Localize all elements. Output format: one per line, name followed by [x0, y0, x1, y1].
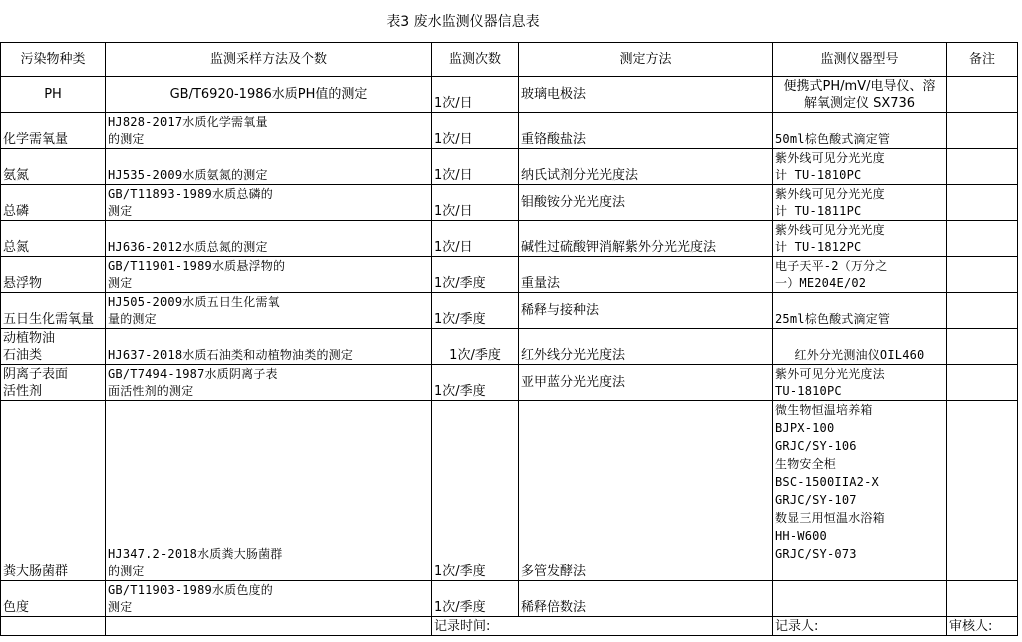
method-cell: HJ535-2009水质氨氮的测定: [106, 149, 432, 185]
table-row: [1, 365, 1018, 401]
method-cell: HJ347.2-2018水质粪大肠菌群 的测定: [106, 401, 432, 581]
pollutant-cell: 总氮: [1, 221, 106, 257]
note-cell: [947, 221, 1018, 257]
test-method-cell: 重铬酸盐法: [519, 113, 773, 149]
test-method-cell: 钼酸铵分光光度法: [519, 185, 773, 221]
table-row: [1, 581, 1018, 617]
note-cell: [947, 365, 1018, 401]
header-test-method: 测定方法: [519, 43, 773, 77]
pollutant-cell: 阴离子表面 活性剂: [1, 365, 106, 401]
header-instrument: 监测仪器型号: [773, 43, 947, 77]
table-title: 表3 废水监测仪器信息表: [386, 14, 540, 30]
frequency-cell: 1次/季度: [432, 581, 519, 617]
frequency-cell: 1次/日: [432, 77, 519, 113]
frequency-cell: 1次/季度: [432, 293, 519, 329]
method-cell: GB/T11893-1989水质总磷的 测定: [106, 185, 432, 221]
header-frequency: 监测次数: [432, 43, 519, 77]
test-method-cell: 稀释与接种法: [519, 293, 773, 329]
footer-row: [1, 617, 1018, 636]
frequency-cell: 1次/季度: [432, 257, 519, 293]
table-row: [1, 113, 1018, 149]
test-method-cell: 玻璃电极法: [519, 77, 773, 113]
instrument-cell: 紫外可见分光光度法 TU-1810PC: [773, 365, 947, 401]
method-cell: GB/T6920-1986水质PH值的测定: [106, 77, 432, 113]
method-cell: HJ637-2018水质石油类和动植物油类的测定: [106, 329, 432, 365]
note-cell: [947, 185, 1018, 221]
test-method-cell: 红外线分光光度法: [519, 329, 773, 365]
instrument-cell: 紫外线可见分光光度 计 TU-1811PC: [773, 185, 947, 221]
table-row: [1, 401, 1018, 581]
pollutant-cell: PH: [1, 77, 106, 113]
note-cell: [947, 401, 1018, 581]
instrument-cell: 微生物恒温培养箱 BJPX-100 GRJC/SY-106 生物安全柜 BSC-1500IIA2-X GRJC/SY-107 数显三用恒温水浴箱 HH-W600 GRJC/SY-073: [773, 401, 947, 581]
header-note: 备注: [947, 43, 1018, 77]
footer-empty-cell: [106, 617, 432, 636]
note-cell: [947, 257, 1018, 293]
method-cell: HJ828-2017水质化学需氧量 的测定: [106, 113, 432, 149]
table-row: [1, 329, 1018, 365]
instrument-cell: 电子天平-2（万分之 一）ME204E/02: [773, 257, 947, 293]
recorder-label: 记录人:: [773, 617, 947, 636]
method-cell: GB/T11901-1989水质悬浮物的 测定: [106, 257, 432, 293]
method-cell: HJ636-2012水质总氮的测定: [106, 221, 432, 257]
table-row: [1, 257, 1018, 293]
table-row: [1, 77, 1018, 113]
test-method-cell: 重量法: [519, 257, 773, 293]
test-method-cell: 多管发酵法: [519, 401, 773, 581]
method-cell: GB/T7494-1987水质阴离子表 面活性剂的测定: [106, 365, 432, 401]
instrument-table: [0, 42, 1018, 636]
test-method-cell: 稀释倍数法: [519, 581, 773, 617]
frequency-cell: 1次/日: [432, 113, 519, 149]
method-cell: HJ505-2009水质五日生化需氧 量的测定: [106, 293, 432, 329]
header-pollutant: 污染物种类: [1, 43, 106, 77]
header-row: [1, 43, 1018, 77]
instrument-cell: [773, 581, 947, 617]
instrument-cell: 紫外线可见分光光度 计 TU-1812PC: [773, 221, 947, 257]
frequency-cell: 1次/季度: [432, 329, 519, 365]
header-method: 监测采样方法及个数: [106, 43, 432, 77]
note-cell: [947, 113, 1018, 149]
instrument-cell: 25ml棕色酸式滴定管: [773, 293, 947, 329]
pollutant-cell: 五日生化需氧量: [1, 293, 106, 329]
frequency-cell: 1次/日: [432, 185, 519, 221]
note-cell: [947, 77, 1018, 113]
table-row: [1, 221, 1018, 257]
note-cell: [947, 581, 1018, 617]
instrument-cell: 便携式PH/mV/电导仪、溶 解氧测定仪 SX736: [773, 77, 947, 113]
table-row: [1, 293, 1018, 329]
note-cell: [947, 293, 1018, 329]
test-method-cell: 亚甲蓝分光光度法: [519, 365, 773, 401]
frequency-cell: 1次/季度: [432, 401, 519, 581]
pollutant-cell: 化学需氧量: [1, 113, 106, 149]
pollutant-cell: 动植物油 石油类: [1, 329, 106, 365]
footer-empty-cell: [1, 617, 106, 636]
pollutant-cell: 粪大肠菌群: [1, 401, 106, 581]
note-cell: [947, 329, 1018, 365]
frequency-cell: 1次/季度: [432, 365, 519, 401]
instrument-cell: 红外分光测油仪OIL460: [773, 329, 947, 365]
note-cell: [947, 149, 1018, 185]
frequency-cell: 1次/日: [432, 149, 519, 185]
pollutant-cell: 悬浮物: [1, 257, 106, 293]
instrument-cell: 50ml棕色酸式滴定管: [773, 113, 947, 149]
table-row: [1, 185, 1018, 221]
reviewer-label: 审核人:: [947, 617, 1018, 636]
record-time-label: 记录时间:: [432, 617, 773, 636]
instrument-cell: 紫外线可见分光光度 计 TU-1810PC: [773, 149, 947, 185]
pollutant-cell: 氨氮: [1, 149, 106, 185]
table-row: [1, 149, 1018, 185]
test-method-cell: 纳氏试剂分光光度法: [519, 149, 773, 185]
frequency-cell: 1次/日: [432, 221, 519, 257]
method-cell: GB/T11903-1989水质色度的 测定: [106, 581, 432, 617]
test-method-cell: 碱性过硫酸钾消解紫外分光光度法: [519, 221, 773, 257]
pollutant-cell: 色度: [1, 581, 106, 617]
pollutant-cell: 总磷: [1, 185, 106, 221]
